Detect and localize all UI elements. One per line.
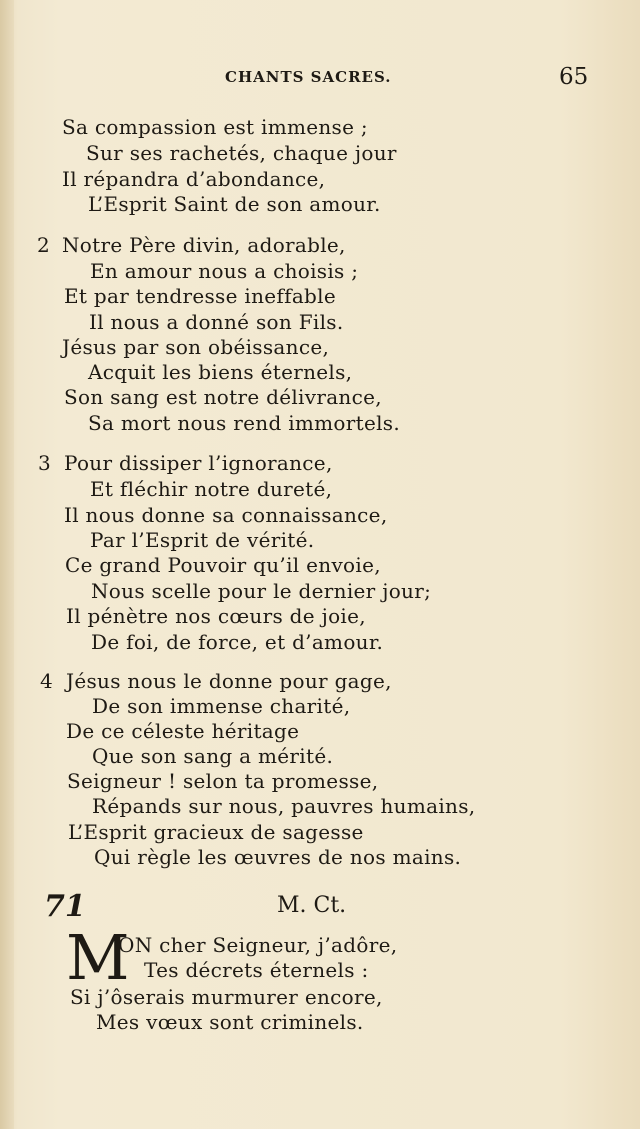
verse-line: Son sang est notre délivrance, — [64, 385, 382, 409]
stanza-number: 2 — [37, 233, 50, 257]
verse-line: L’Esprit gracieux de sagesse — [68, 820, 364, 844]
verse-line: Sa compassion est immense ; — [62, 115, 368, 139]
verse-line: Il pénètre nos cœurs de joie, — [66, 604, 366, 628]
stanza-number: 4 — [40, 669, 53, 693]
page-number: 65 — [559, 64, 589, 90]
verse-line: De foi, de force, et d’amour. — [91, 630, 384, 654]
verse-line: Qui règle les œuvres de nos mains. — [94, 845, 462, 869]
verse-line: Ce grand Pouvoir qu’il envoie, — [65, 553, 381, 577]
verse-line: Par l’Esprit de vérité. — [90, 528, 315, 552]
verse-line: Notre Père divin, adorable, — [62, 233, 346, 257]
verse-line: L’Esprit Saint de son amour. — [88, 192, 381, 216]
verse-line: Pour dissiper l’ignorance, — [64, 451, 333, 475]
verse-line: Acquit les biens éternels, — [88, 360, 353, 384]
verse-line: Et fléchir notre dureté, — [90, 477, 333, 501]
drop-cap: M — [66, 921, 130, 994]
stanza-number: 3 — [38, 451, 51, 475]
verse-line: En amour nous a choisis ; — [90, 259, 359, 283]
running-title: CHANTS SACRES. — [225, 68, 392, 86]
hymn-number: 71 — [44, 889, 86, 924]
verse-line: Et par tendresse ineffable — [64, 284, 336, 308]
verse-line: De son immense charité, — [92, 694, 351, 718]
verse-line: De ce céleste héritage — [66, 719, 300, 743]
verse-line: Répands sur nous, pauvres humains, — [92, 794, 476, 818]
page-binding-edge — [0, 0, 14, 1129]
verse-line: ON cher Seigneur, j’adôre, — [118, 933, 398, 957]
verse-line: Que son sang a mérité. — [92, 744, 334, 768]
verse-line: Seigneur ! selon ta promesse, — [67, 769, 379, 793]
verse-line: Si j’ôserais murmurer encore, — [70, 985, 383, 1009]
hymn-meter: M. Ct. — [277, 893, 347, 918]
verse-line: Il nous donne sa connaissance, — [64, 503, 388, 527]
verse-line: Tes décrets éternels : — [144, 958, 369, 982]
verse-line: Sur ses rachetés, chaque jour — [86, 141, 397, 165]
verse-line: Il répandra d’abondance, — [62, 167, 326, 191]
verse-line: Nous scelle pour le dernier jour; — [91, 579, 432, 603]
page-header — [0, 66, 640, 90]
verse-line: Il nous a donné son Fils. — [89, 310, 344, 334]
verse-line: Mes vœux sont criminels. — [96, 1010, 364, 1034]
verse-line: Sa mort nous rend immortels. — [88, 411, 401, 435]
verse-line: Jésus nous le donne pour gage, — [66, 669, 392, 693]
verse-line: Jésus par son obéissance, — [62, 335, 330, 359]
